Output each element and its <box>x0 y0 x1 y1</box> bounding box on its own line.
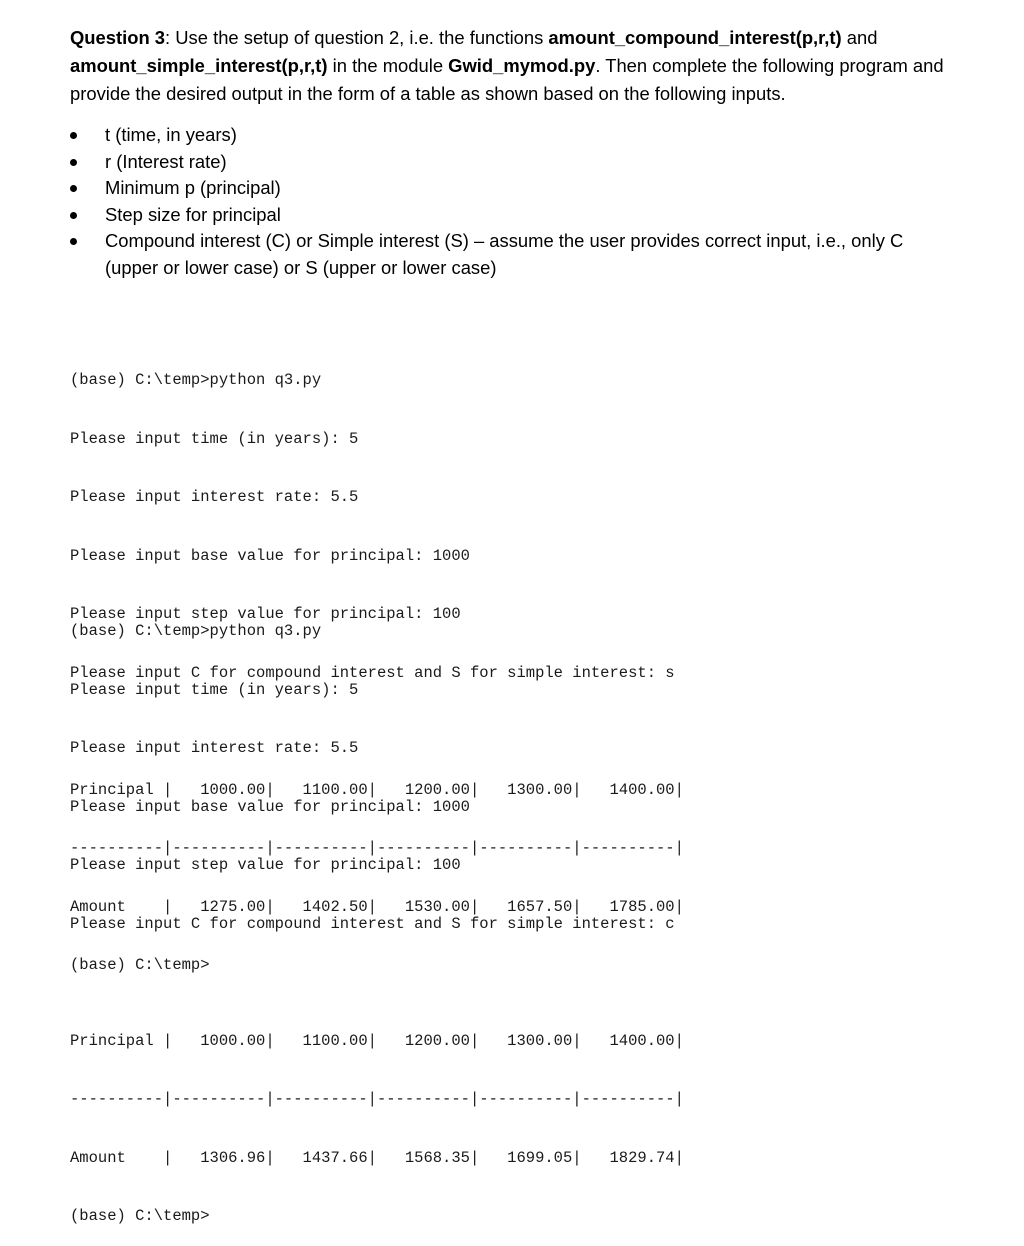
console-line: (base) C:\temp>python q3.py <box>70 371 322 389</box>
question-text-part: in the module <box>327 55 449 76</box>
table-row-principal: Principal | 1000.00| 1100.00| 1200.00| 1300.00| 1400.00| <box>70 1031 684 1050</box>
input-item-text: Minimum p (principal) <box>105 177 281 198</box>
table-row-amount: Amount | 1275.00| 1402.50| 1530.00| 1657.50| 1785.00| <box>70 897 684 916</box>
question-text-part: . Then complete the following program and provide the desired output in the form of a table as shown based on the following inputs. <box>70 55 944 104</box>
input-item-text: Step size for principal <box>105 203 281 225</box>
input-item-text: Compound interest (C) or Simple interest (S) – assume the user provides correct input, i.e., only C (upper or lower case) or S (upper or lower case) <box>105 230 904 278</box>
bullet-icon <box>70 238 77 245</box>
input-list-item <box>70 149 950 176</box>
table-separator: ----------|----------|----------|----------|----------|----------| <box>70 1090 684 1108</box>
console-prompt: (base) C:\temp> <box>70 956 210 974</box>
question-text-part: and <box>841 27 878 48</box>
console-line: Please input step value for principal: 100 <box>70 605 461 623</box>
question-text <box>70 24 970 108</box>
console-line: Please input interest rate: 5.5 <box>70 488 359 506</box>
console-line: Please input C for compound interest and S for simple interest: s <box>70 663 675 682</box>
console-line: Please input time (in years): 5 <box>70 680 359 699</box>
question-text-part: : Use the setup of question 2, i.e. the functions <box>165 27 549 48</box>
input-list-item <box>70 175 950 202</box>
bullet-icon <box>70 159 77 166</box>
console-line: Please input step value for principal: 100 <box>70 856 461 874</box>
input-list <box>70 122 950 281</box>
input-list-item <box>70 228 950 281</box>
table-separator: ----------|----------|----------|----------|----------|----------| <box>70 839 684 857</box>
question-paragraph <box>70 24 970 108</box>
console-line: Please input base value for principal: 1000 <box>70 797 470 816</box>
console-output-compound <box>70 583 684 1246</box>
input-list-item <box>70 202 950 229</box>
input-item-text: t (time, in years) <box>105 124 237 145</box>
table-row-principal: Principal | 1000.00| 1100.00| 1200.00| 1300.00| 1400.00| <box>70 780 684 799</box>
bullet-icon <box>70 212 77 219</box>
console-line: Please input C for compound interest and S for simple interest: c <box>70 914 675 933</box>
table-row-amount: Amount | 1306.96| 1437.66| 1568.35| 1699.05| 1829.74| <box>70 1148 684 1167</box>
question-label: Question 3 <box>70 27 166 48</box>
bullet-icon <box>70 185 77 192</box>
bullet-icon <box>70 132 77 139</box>
console-prompt: (base) C:\temp> <box>70 1207 210 1225</box>
module-name: Gwid_mymod.py <box>448 55 596 76</box>
console-line: (base) C:\temp>python q3.py <box>70 622 322 640</box>
console-line: Please input base value for principal: 1000 <box>70 546 470 565</box>
input-list-item <box>70 122 950 149</box>
blank-line <box>70 973 684 993</box>
function-name-compound: amount_compound_interest(p,r,t) <box>548 27 842 48</box>
console-line: Please input time (in years): 5 <box>70 429 359 448</box>
console-line: Please input interest rate: 5.5 <box>70 739 359 757</box>
input-item-text: r (Interest rate) <box>105 150 227 172</box>
function-name-simple: amount_simple_interest(p,r,t) <box>70 55 328 76</box>
